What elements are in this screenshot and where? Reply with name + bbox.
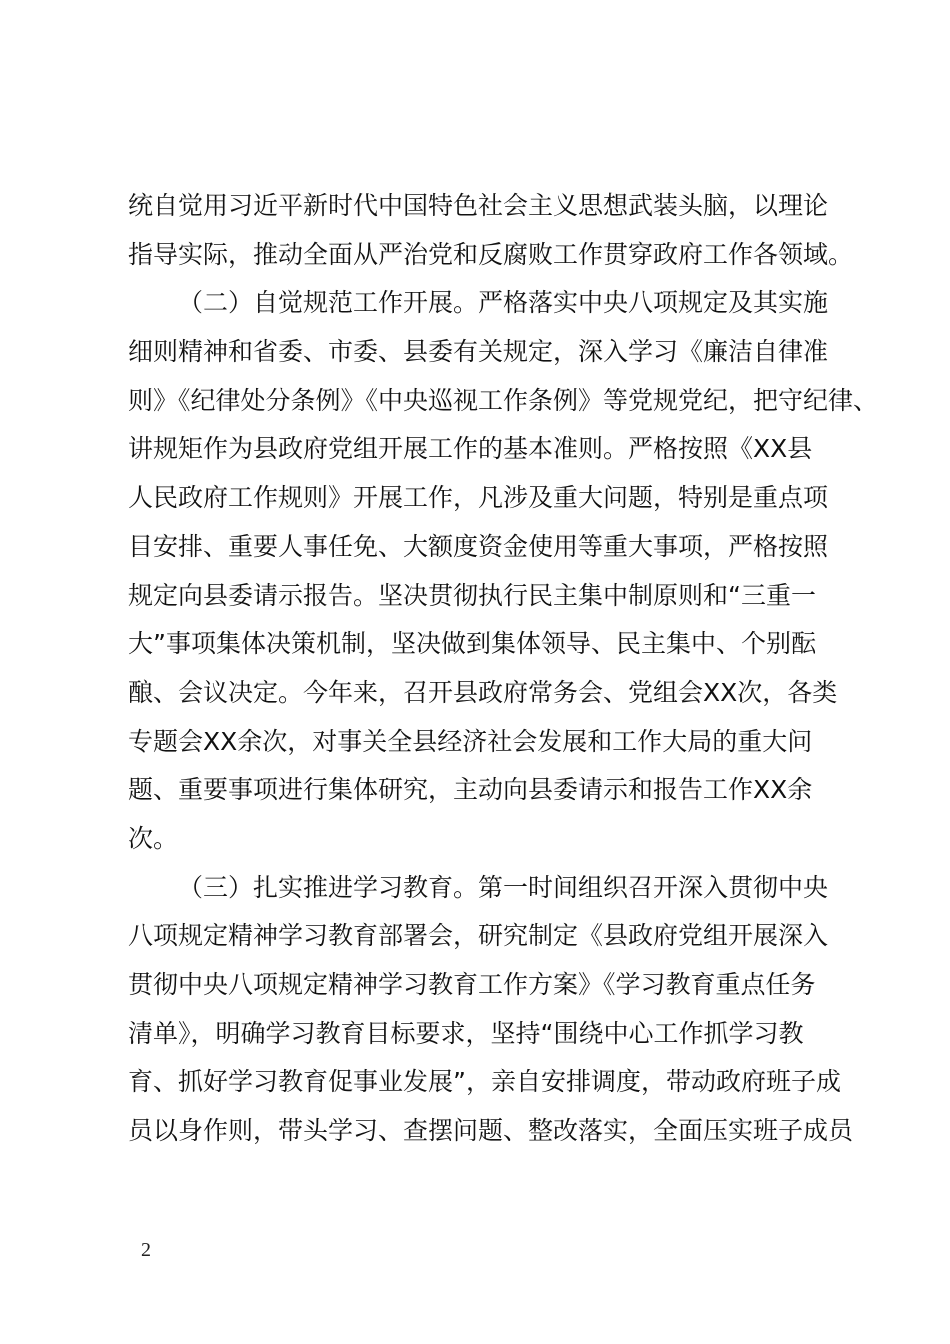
paragraph-line: 目安排、重要人事任免、大额度资金使用等重大事项，严格按照 bbox=[128, 531, 829, 561]
paragraph-line: 规定向县委请示报告。坚决贯彻执行民主集中制原则和“三重一 bbox=[128, 580, 816, 610]
page-number: 2 bbox=[141, 1239, 151, 1261]
paragraph-line: 大”事项集体决策机制，坚决做到集体领导、民主集中、个别酝 bbox=[128, 629, 816, 659]
paragraph-line: 讲规矩作为县政府党组开展工作的基本准则。严格按照《XX县 bbox=[128, 434, 813, 464]
paragraph-line: 育、抓好学习教育促事业发展”，亲自安排调度，带动政府班子成 bbox=[128, 1067, 841, 1097]
paragraph-line: 题、重要事项进行集体研究，主动向县委请示和报告工作XX余 bbox=[128, 775, 813, 805]
paragraph-line: 八项规定精神学习教育部署会，研究制定《县政府党组开展深入 bbox=[128, 921, 829, 951]
paragraph-line: 统自觉用习近平新时代中国特色社会主义思想武装头脑，以理论 bbox=[128, 191, 829, 220]
paragraph-line: 则》《纪律处分条例》《中央巡视工作条例》等党规党纪，把守纪律、 bbox=[128, 385, 879, 415]
document-body bbox=[128, 182, 879, 1156]
paragraph-line: 次。 bbox=[128, 823, 179, 853]
paragraph-line: 员以身作则，带头学习、查摆问题、整改落实，全面压实班子成员 bbox=[128, 1116, 854, 1146]
paragraph-line: 人民政府工作规则》开展工作，凡涉及重大问题，特别是重点项 bbox=[128, 483, 829, 513]
paragraph-line: 指导实际，推动全面从严治党和反腐败工作贯穿政府工作各领域。 bbox=[128, 239, 854, 269]
paragraph-line: 清单》，明确学习教育目标要求，坚持“围绕中心工作抓学习教 bbox=[128, 1018, 804, 1048]
paragraph-line: 专题会XX余次，对事关全县经济社会发展和工作大局的重大问 bbox=[128, 726, 813, 756]
paragraph-line: 贯彻中央八项规定精神学习教育工作方案》《学习教育重点任务 bbox=[128, 970, 816, 999]
section-heading-line: （二）自觉规范工作开展。严格落实中央八项规定及其实施 bbox=[178, 288, 829, 318]
section-heading-line: （三）扎实推进学习教育。第一时间组织召开深入贯彻中央 bbox=[178, 872, 829, 902]
paragraph-line: 细则精神和省委、市委、县委有关规定，深入学习《廉洁自律准 bbox=[128, 337, 829, 367]
paragraph-line: 酿、会议决定。今年来，召开县政府常务会、党组会XX次，各类 bbox=[128, 677, 838, 707]
